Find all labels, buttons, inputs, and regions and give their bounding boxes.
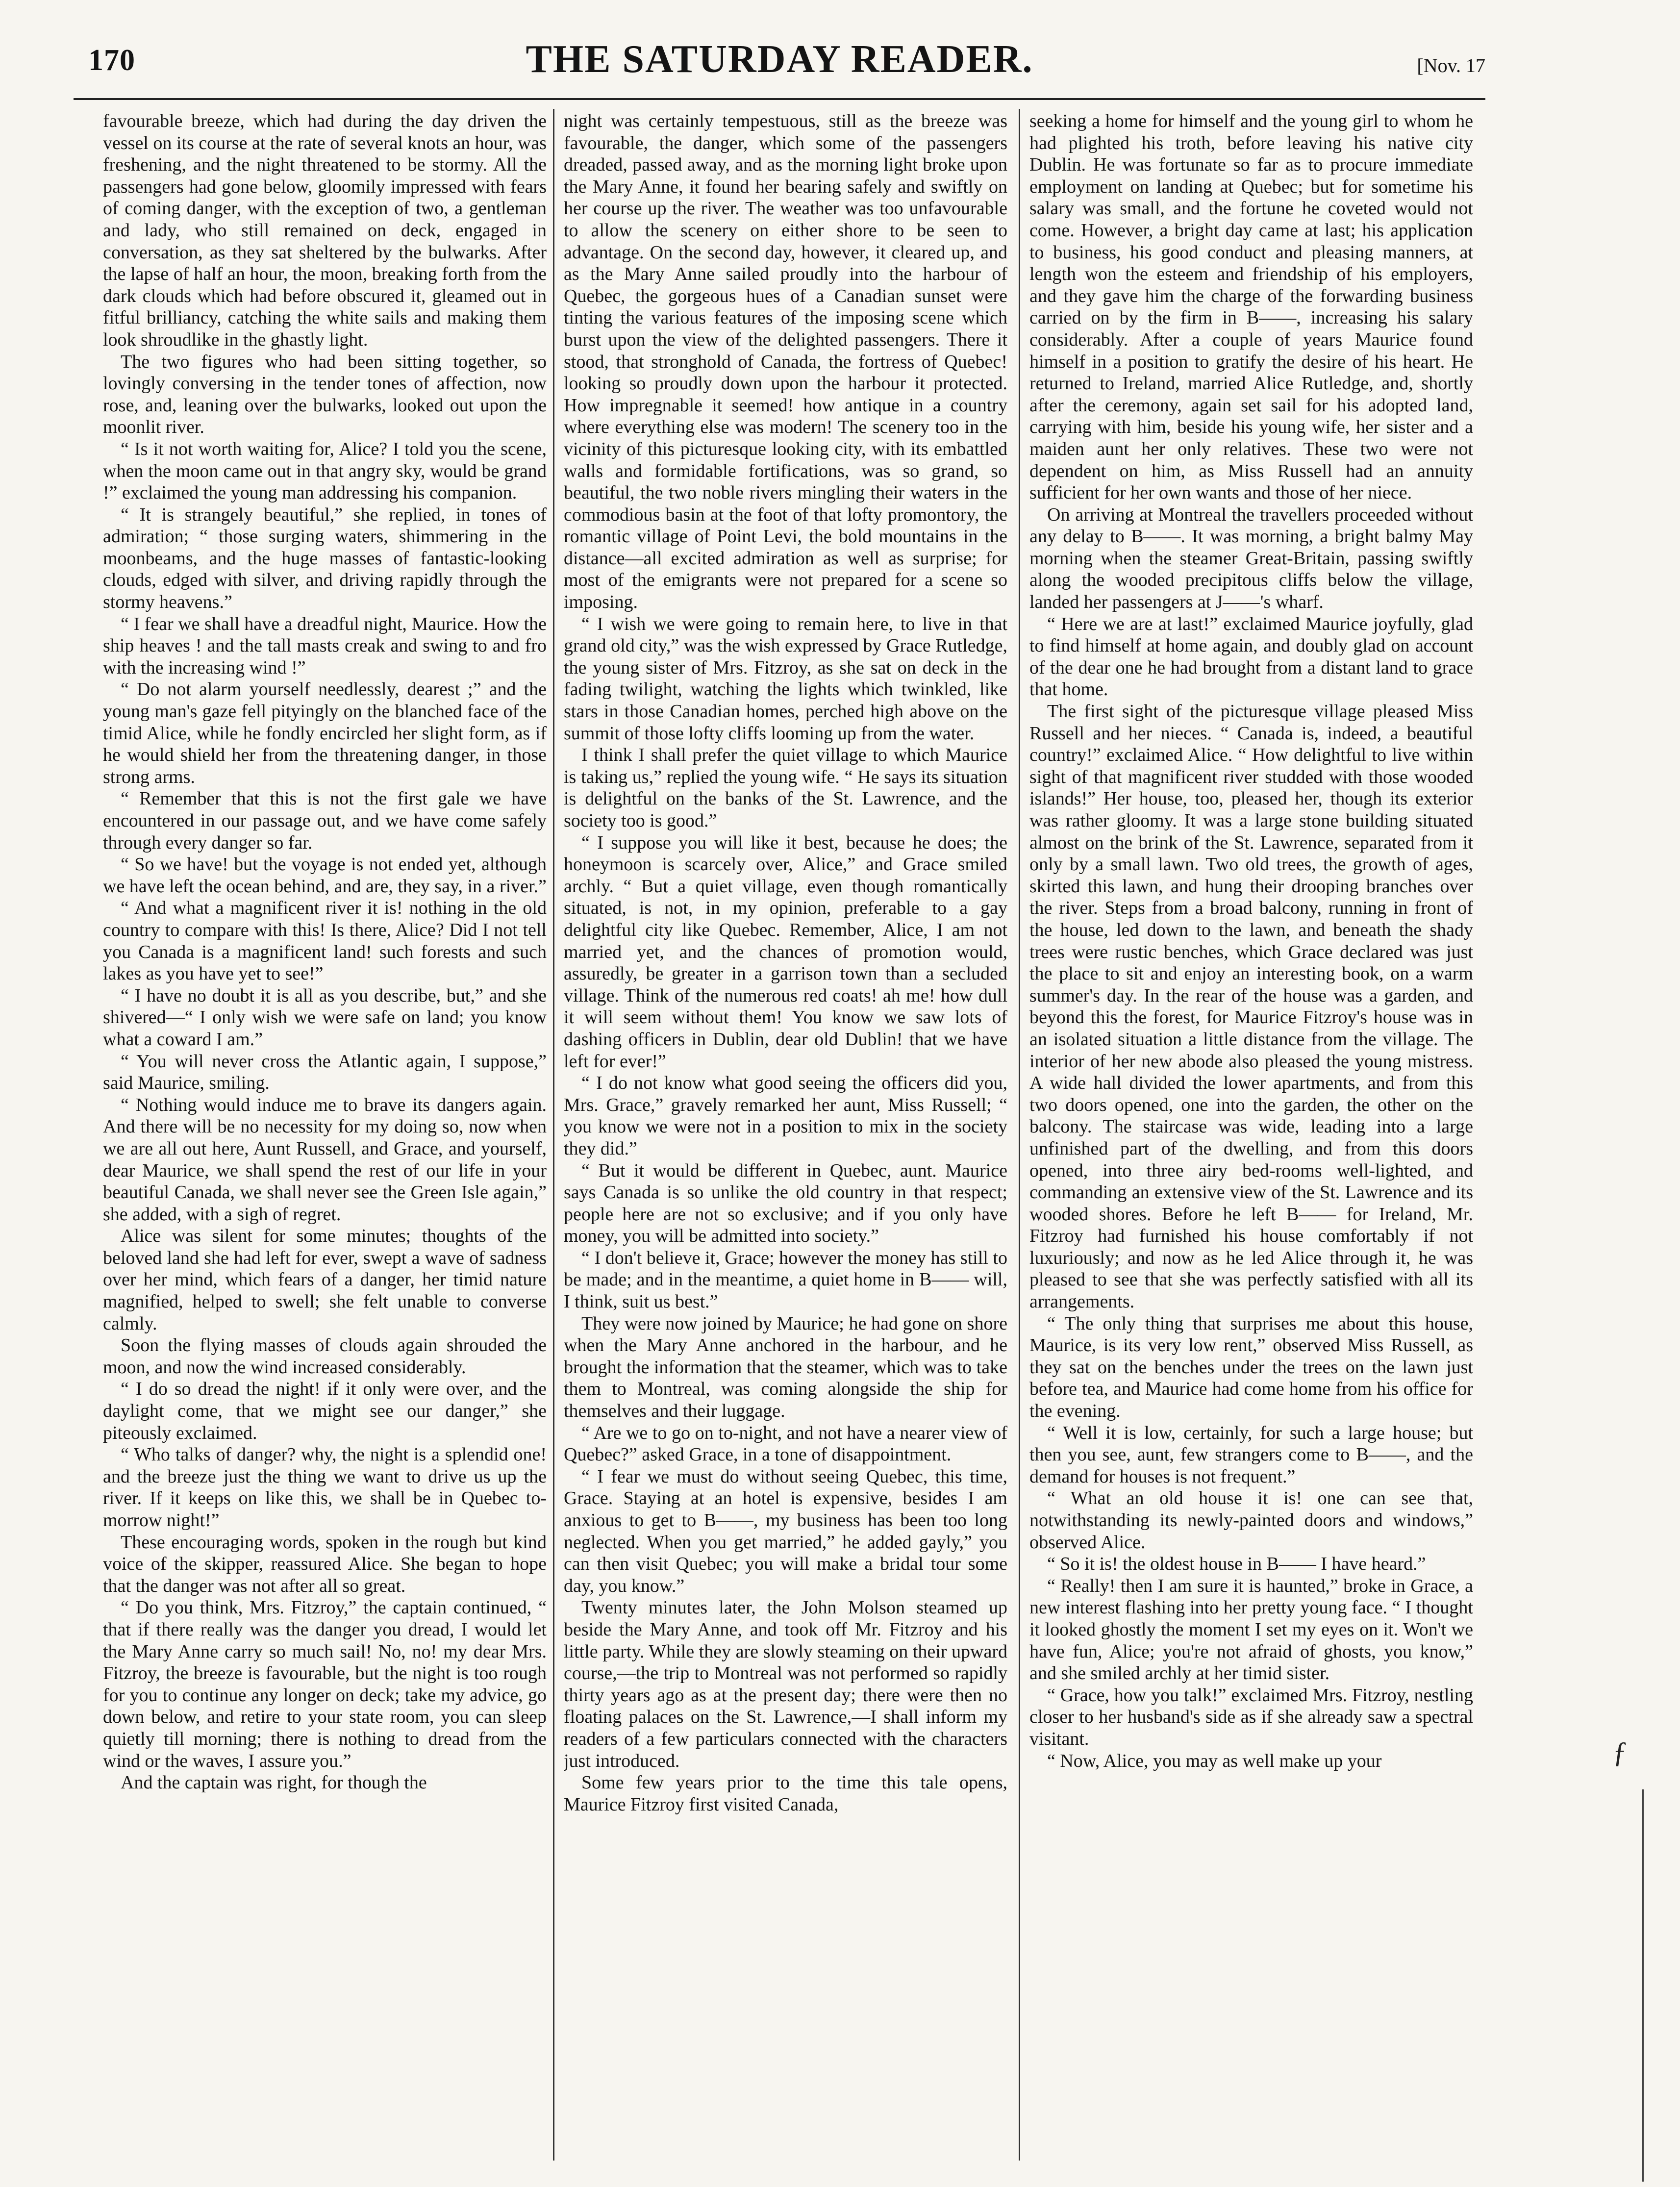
paragraph: “ Is it not worth waiting for, Alice? I told you the scene, when the moon came out in that angry sky, would be grand !” exclaimed the young man addressing his companion. [103,438,547,503]
paragraph: The first sight of the picturesque village pleased Miss Russell and her nieces. “ Canada is, indeed, a beautiful country!” exclaimed Alice. “ How delightful to live within sight of that magnificent river studded with those wooded islands!” Her house, too, pleased her, though its exterior was rather gloomy. It was a large stone building situated almost on the brink of the St. Lawrence, separated from it only by a small lawn. Two old trees, the growth of ages, skirted this lawn, and hung their drooping branches over the river. Steps from a broad balcony, running in front of the house, led down to the lawn, and beneath the shady trees were rustic benches, which Grace declared was just the place to sit and enjoy an interesting book, on a warm summer's day. In the rear of the house was a garden, and beyond this the forest, for Maurice Fitzroy's house was in an isolated situation a little distance from the village. The interior of her new abode also pleased the young mistress. A wide hall divided the lower apartments, and from this two doors opened, one into the garden, the other on the balcony. The staircase was wide, leading into a large unfinished part of the dwelling, and from this doors opened, into three airy bed-rooms well-lighted, and commanding an extensive view of the St. Lawrence and its wooded shores. Before he left B—— for Ireland, Mr. Fitzroy had furnished his house comfortably if not luxuriously; and now as he led Alice through it, he was pleased to see that she was perfectly satisfied with all its arrangements. [1029,701,1473,1312]
paragraph: seeking a home for himself and the young girl to whom he had plighted his troth, before leaving his native city Dublin. He was fortunate so far as to procure immediate employment on landing at Quebec; but for sometime his salary was small, and the fortune he coveted would not come. However, a bright day came at last; his application to business, his good conduct and pleasing manners, at length won the esteem and friendship of his employers, and they gave him the charge of the forwarding business carried on by the firm in B——, increasing his salary considerably. After a couple of years Maurice found himself in a position to gratify the desire of his heart. He returned to Ireland, married Alice Rutledge, and, shortly after the ceremony, again set sail for his adopted land, carrying with him, beside his young wife, her sister and a maiden aunt her only relatives. These two were not dependent on him, as Miss Russell had an annuity sufficient for her own wants and those of her niece. [1029,111,1473,503]
paragraph: night was certainly tempestuous, still as the breeze was favourable, the danger, which some of the passengers dreaded, passed away, and as the morning light broke upon the Mary Anne, it found her bearing safely and swiftly on her course up the river. The weather was too unfavourable to allow the scenery on either shore to be seen to advantage. On the second day, however, it cleared up, and as the Mary Anne sailed proudly into the harbour of Quebec, the gorgeous hues of a Canadian sunset were tinting the various features of the imposing scene which burst upon the view of the delighted passengers. There it stood, that stronghold of Canada, the fortress of Quebec! looking so proudly down upon the harbour it protected. How impregnable it seemed! how antique in a country where everything else was modern! The scenery too in the vicinity of this picturesque looking city, with its embattled walls and formidable fortifications, was so grand, so beautiful, the two noble rivers mingling their waters in the commodious basin at the foot of that lofty promontory, the romantic village of Point Levi, the bold mountains in the distance—all excited admiration as well as surprise; for most of the emigrants were not prepared for a scene so imposing. [564,111,1007,613]
paragraph: favourable breeze, which had during the day driven the vessel on its course at the rate of several knots an hour, was freshening, and the night threatened to be stormy. All the passengers had gone below, gloomily impressed with fears of coming danger, with the exception of two, a gentleman and lady, who still remained on deck, engaged in conversation, as they sat sheltered by the bulwarks. After the lapse of half an hour, the moon, breaking forth from the dark clouds which had before obscured it, gleamed out in fitful brilliancy, catching the white sails and making them look shroudlike in the ghastly light. [103,111,547,350]
page-number: 170 [88,44,135,77]
paragraph: “ Really! then I am sure it is haunted,” broke in Grace, a new interest flashing into her pretty young face. “ I thought it looked ghostly the moment I set my eyes on it. Won't we have fun, Alice; you're not afraid of ghosts, you know,” and she smiled archly at her timid sister. [1029,1575,1473,1684]
paragraph: “ It is strangely beautiful,” she replied, in tones of admiration; “ those surging waters, shimmering in the moonbeams, and the huge masses of fantastic-looking clouds, edged with silver, and driving rapidly through the stormy heavens.” [103,504,547,613]
paragraph: “ Remember that this is not the first gale we have encountered in our passage out, and we have come safely through every danger so far. [103,788,547,853]
paragraph: “ Now, Alice, you may as well make up your [1047,1750,1382,1771]
paragraph: “ I don't believe it, Grace; however the money has still to be made; and in the meantime, a quiet home in B—— will, I think, suit us best.” [564,1247,1007,1312]
paragraph: They were now joined by Maurice; he had gone on shore when the Mary Anne anchored in the harbour, and he brought the information that the steamer, which was to take them to Montreal, was coming alongside the ship for themselves and their luggage. [564,1313,1007,1422]
column-1 [103,110,547,2160]
page-edge-line [1642,1789,1644,2182]
paragraph: “ Here we are at last!” exclaimed Maurice joyfully, glad to find himself at home again, and doubly glad on account of the dear one he had brought from a distant land to grace that home. [1029,613,1473,700]
paragraph: “ I do not know what good seeing the officers did you, Mrs. Grace,” gravely remarked her aunt, Miss Russell; “ you know we were not in a position to mix in the society they did.” [564,1073,1007,1159]
paragraph: Some few years prior to the time this tale opens, Maurice Fitzroy first visited Canada, [564,1772,1007,1815]
paragraph: “ I wish we were going to remain here, to live in that grand old city,” was the wish expressed by Grace Rutledge, the young sister of Mrs. Fitzroy, as she sat on deck in the fading twilight, watching the lights which twinkled, like stars in those Canadian homes, perched high above on the summit of those lofty cliffs looming up from the water. [564,613,1007,744]
issue-date: [Nov. 17 [1417,54,1485,76]
paragraph: “ I have no doubt it is all as you describe, but,” and she shivered—“ I only wish we were safe on land; you know what a coward I am.” [103,985,547,1050]
paragraph: “ And what a magnificent river it is! nothing in the old country to compare with this! Is there, Alice? Did I not tell you Canada is a magnificent land! such forests and such lakes as you have yet to see!” [103,898,547,984]
paragraph: “ The only thing that surprises me about this house, Maurice, is its very low rent,” observed Miss Russell, as they sat on the benches under the trees on the lawn just before tea, and Maurice had come home from his office for the evening. [1029,1313,1473,1422]
paragraph: “ I fear we shall have a dreadful night, Maurice. How the ship heaves ! and the tall masts creak and swing to and fro with the increasing wind !” [103,613,547,678]
paragraph: “ I suppose you will like it best, because he does; the honeymoon is scarcely over, Alice,” and Grace smiled archly. “ But a quiet village, even though romantically situated, is not, in my opinion, preferable to a gay delightful city like Quebec. Remember, Alice, I am not married yet, and the chances of promotion would, assuredly, be greater in a garrison town than a secluded village. Think of the numerous red coats! ah me! how dull it will seem without them! You know we saw lots of dashing officers in Dublin, dear old Dublin! that we have left for ever!” [564,832,1007,1072]
paragraph: “ Grace, how you talk!” exclaimed Mrs. Fitzroy, nestling closer to her husband's side as if she already saw a spectral visitant. [1029,1684,1473,1749]
paragraph: “ But it would be different in Quebec, aunt. Maurice says Canada is so unlike the old country in that respect; people here are not so exclusive; and if you only have money, you will be admitted into society.” [564,1160,1007,1247]
header-rule [74,98,1485,100]
margin-mark: ƒ [1613,1736,1628,1768]
paragraph: Twenty minutes later, the John Molson steamed up beside the Mary Anne, and took off Mr. Fitzroy and his little party. While they are slowly steaming on their upward course,—the trip to Montreal was not performed so rapidly thirty years ago as at the present day; there were then no floating palaces on the St. Lawrence,—I shall inform my readers of a few particulars connected with the characters just introduced. [564,1597,1007,1771]
paragraph: “ Nothing would induce me to brave its dangers again. And there will be no necessity for my doing so, now when we are all out here, Aunt Russell, and Grace, and yourself, dear Maurice, we shall spend the rest of our life in your beautiful Canada, we shall never see the Green Isle again,” she added, with a sigh of regret. [103,1094,547,1225]
paragraph: “ Well it is low, certainly, for such a large house; but then you see, aunt, few strangers come to B——, and the demand for houses is not frequent.” [1029,1422,1473,1487]
paragraph: Soon the flying masses of clouds again shrouded the moon, and now the wind increased considerably. [103,1335,547,1378]
paragraph: These encouraging words, spoken in the rough but kind voice of the skipper, reassured Alice. She began to hope that the danger was not after all so great. [103,1532,547,1596]
paragraph: The two figures who had been sitting together, so lovingly conversing in the tender tones of affection, now rose, and, leaning over the bulwarks, looked out upon the moonlit river. [103,351,547,438]
paragraph: “ I fear we must do without seeing Quebec, this time, Grace. Staying at an hotel is expensive, besides I am anxious to get to B——, my business has been too long neglected. When you get married,” he added gayly,” you can then visit Quebec; you will make a bridal tour some day, you know.” [564,1466,1007,1596]
paragraph: And the captain was right, for though the [121,1772,427,1793]
column-divider [553,109,554,2161]
column-3 [1029,110,1473,2160]
paragraph: “ Do you think, Mrs. Fitzroy,” the captain continued, “ that if there really was the danger you dread, I would let the Mary Anne carry so much sail! No, no! my dear Mrs. Fitzroy, the breeze is favourable, but the night is too rough for you to continue any longer on deck; take my advice, go down below, and retire to your state room, you can sleep quietly till morning; there is nothing to dread from the wind or the waves, I assure you.” [103,1597,547,1771]
masthead-title: THE SATURDAY READER. [526,38,1033,81]
paragraph: “ You will never cross the Atlantic again, I suppose,” said Maurice, smiling. [103,1051,547,1094]
paragraph: “ What an old house it is! one can see that, notwithstanding its newly-painted doors and windows,” observed Alice. [1029,1488,1473,1553]
paragraph: “ So it is! the oldest house in B—— I have heard.” [1047,1554,1426,1575]
paragraph: “ Who talks of danger? why, the night is a splendid one! and the breeze just the thing we want to drive us up the river. If it keeps on like this, we shall be in Quebec to-morrow night!” [103,1444,547,1531]
paragraph: “ Are we to go on to-night, and not have a nearer view of Quebec?” asked Grace, in a tone of disappointment. [564,1422,1007,1465]
paragraph: “ I do so dread the night! if it only were over, and the daylight come, that we might see our danger,” she piteously exclaimed. [103,1379,547,1443]
paragraph: On arriving at Montreal the travellers proceeded without any delay to B——. It was morning, a bright balmy May morning when the steamer Great-Britain, passing swiftly along the wooded precipitous cliffs below the village, landed her passengers at J——'s wharf. [1029,504,1473,613]
paragraph: “ So we have! but the voyage is not ended yet, although we have left the ocean behind, and are, they say, in a river.” [103,854,547,897]
page-header [74,34,1485,88]
paragraph: “ Do not alarm yourself needlessly, dearest ;” and the young man's gaze fell pityingly on the blanched face of the timid Alice, while he fondly encircled her slight form, as if he would shield her from the threatening danger, in those strong arms. [103,679,547,787]
column-divider [1019,109,1020,2161]
column-2 [564,110,1007,2160]
paragraph: I think I shall prefer the quiet village to which Maurice is taking us,” replied the young wife. “ He says its situation is delightful on the banks of the St. Lawrence, and the society too is good.” [564,745,1007,831]
paragraph: Alice was silent for some minutes; thoughts of the beloved land she had left for ever, swept a wave of sadness over her mind, which fears of a danger, her timid nature magnified, helped to swell; she felt unable to converse calmly. [103,1226,547,1334]
